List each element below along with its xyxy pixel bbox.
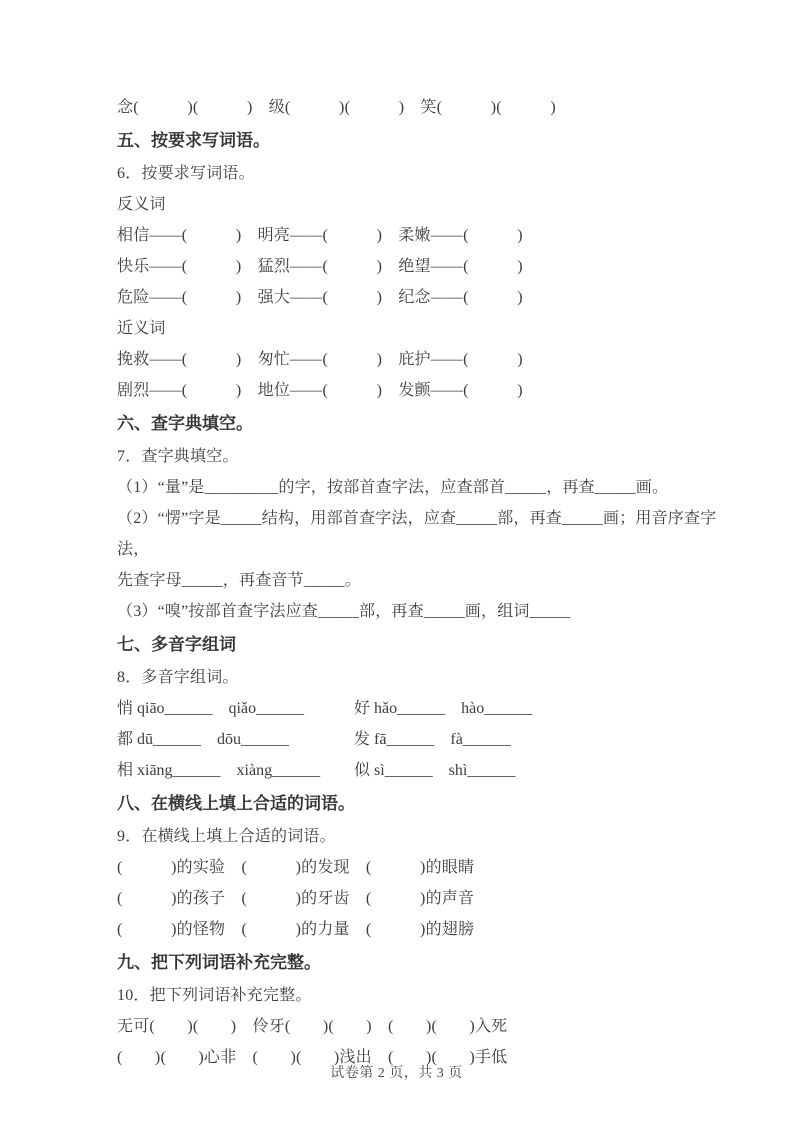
polyphone-pair: 好 hǎo______ hào______	[354, 700, 533, 717]
question-9-line: 9．在横线上填上合适的词语。	[117, 828, 336, 845]
question-10-line: 10．把下列词语补充完整。	[117, 987, 312, 1004]
section-8-heading: 八、在横线上填上合适的词语。	[117, 794, 355, 813]
synonym-label: 近义词	[117, 320, 166, 337]
polyphone-pair: 都 dū______ dōu______	[117, 731, 290, 748]
dictionary-item-3: （3）“嗅”按部首查字法应查_____部，再查_____画，组词_____	[117, 603, 571, 620]
idiom-row: 无可( )( ) 伶牙( )( ) ( )( )入死	[117, 1018, 508, 1035]
antonym-label: 反义词	[117, 196, 166, 213]
phrase-row: ( )的实验 ( )的发现 ( )的眼睛	[117, 859, 475, 876]
synonym-row: 剧烈——( ) 地位——( ) 发颤——( )	[117, 382, 523, 399]
antonym-row: 快乐——( ) 猛烈——( ) 绝望——( )	[117, 258, 523, 275]
dictionary-item-1: （1）“量”是_________的字，按部首查字法，应查部首_____，再查_____画。	[117, 479, 669, 496]
polyphone-pair: 悄 qiāo______ qiǎo______	[117, 700, 305, 717]
polyphone-row	[117, 755, 733, 786]
polyphone-row	[117, 693, 733, 724]
antonym-row: 相信——( ) 明亮——( ) 柔嫩——( )	[117, 227, 523, 244]
section-7-heading: 七、多音字组词	[117, 635, 236, 654]
phrase-row: ( )的孩子 ( )的牙齿 ( )的声音	[117, 890, 475, 907]
question-8-line: 8．多音字组词。	[117, 669, 239, 686]
section-9-heading: 九、把下列词语补充完整。	[117, 953, 321, 972]
dictionary-item-2-continued: 先查字母_____，再查音节_____。	[117, 572, 362, 589]
section-5-heading: 五、按要求写词语。	[117, 131, 270, 150]
phrase-row: ( )的怪物 ( )的力量 ( )的翅膀	[117, 921, 475, 938]
page-footer: 试卷第 2 页，共 3 页	[330, 1066, 463, 1081]
polyphone-row	[117, 724, 733, 755]
idiom-row: ( )( )心非 ( )( )浅出 ( )( )手低	[117, 1049, 508, 1066]
dictionary-item-2: （2）“愣”字是_____结构，用部首查字法，应查_____部，再查_____画；用音序查字法，	[117, 510, 717, 558]
carryover-fill-line: 念( )( ) 级( )( ) 笑( )( )	[117, 99, 556, 116]
polyphone-pair: 相 xiāng______ xiàng______	[117, 762, 321, 779]
section-6-heading: 六、查字典填空。	[117, 414, 253, 433]
question-6-line: 6．按要求写词语。	[117, 165, 255, 182]
polyphone-pair: 似 sì______ shì______	[354, 762, 516, 779]
antonym-row: 危险——( ) 强大——( ) 纪念——( )	[117, 289, 523, 306]
question-7-line: 7．查字典填空。	[117, 448, 239, 465]
synonym-row: 挽救——( ) 匆忙——( ) 庇护——( )	[117, 351, 523, 368]
polyphone-pair: 发 fā______ fà______	[354, 731, 511, 748]
